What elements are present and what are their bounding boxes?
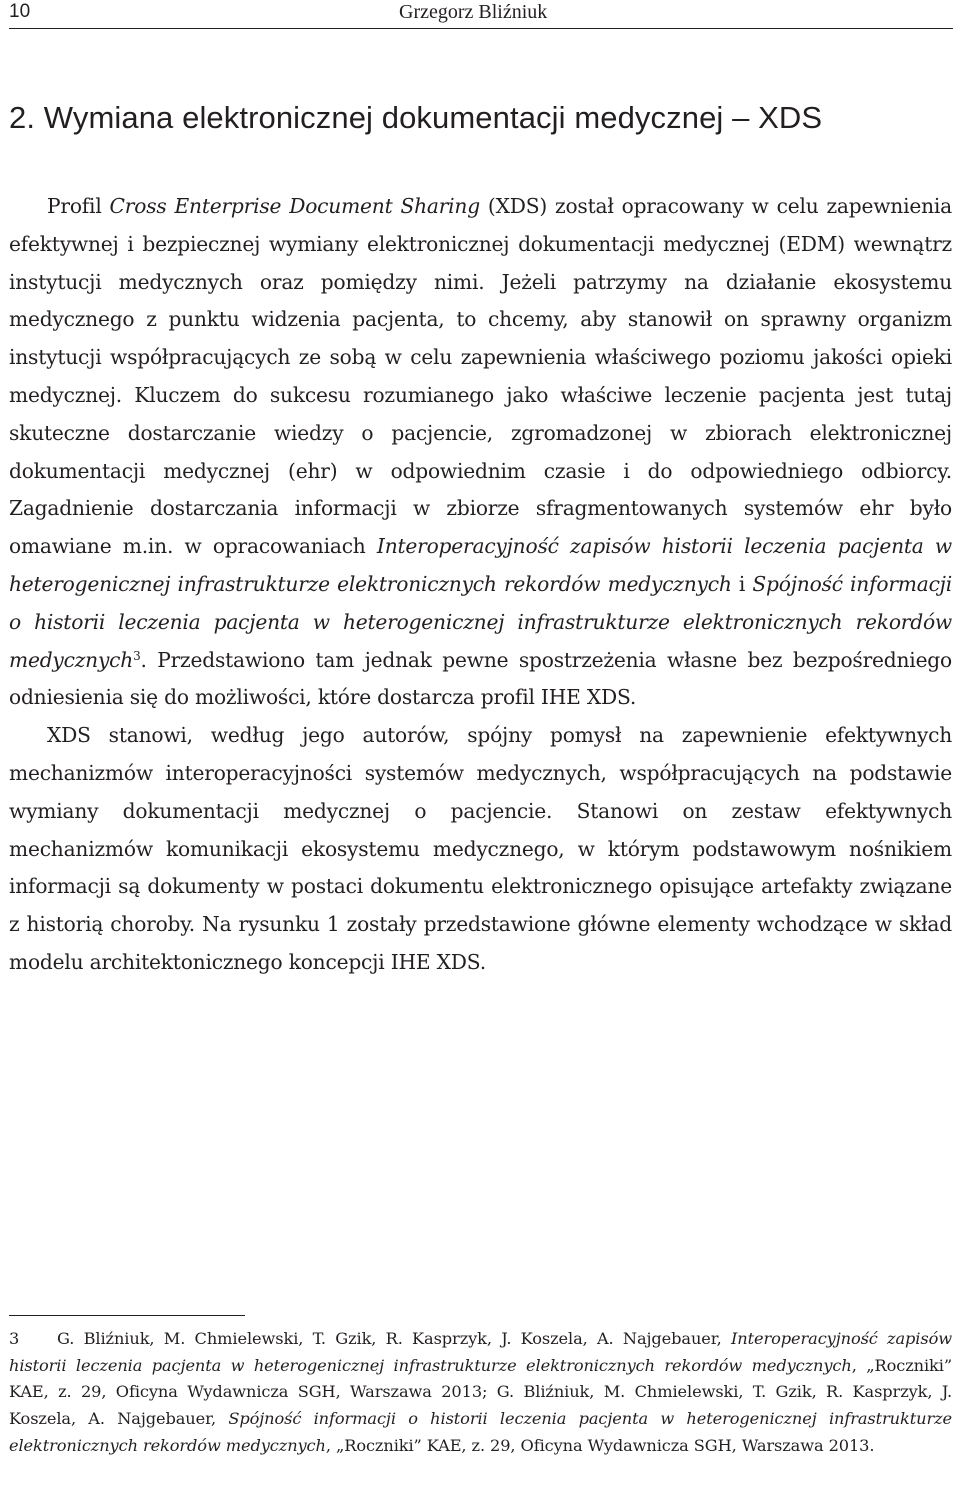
footnote-mark: 3 [9, 1329, 20, 1348]
footnote-text-2: , „Roczniki” KAE, z. 29, Oficyna Wydawnicza SGH, Warszawa 2013; G. Bliźniuk, M. Chmielewski, T. Gzik, R. Kasprzyk, J. Koszela, A. Najgebauer, [9, 1355, 952, 1429]
footnote [9, 1326, 952, 1460]
body-text [9, 188, 952, 982]
running-header-author: Grzegorz Bliźniuk [399, 1, 548, 23]
header-divider [9, 28, 953, 29]
paragraph-1-italic-2: Interoperacyjność zapisów historii leczenia pacjenta w heterogenicznej infrastrukturze elektronicznych rekordów medycznych [9, 534, 952, 596]
footnote-italic-2: Spójność informacji o historii leczenia pacjenta w heterogenicznej infrastrukturze elektronicznych rekordów medycznych [9, 1409, 952, 1455]
paragraph-1-text-2: (XDS) został opracowany w celu zapewnienia efektywnej i bezpiecznej wymiany elektronicznej dokumentacji medycznej (EDM) wewnątrz instytucji medycznych oraz pomiędzy nimi. Jeżeli patrzymy na działanie ekosystemu medycznego z punktu widzenia pacjenta, to chcemy, aby stanowił on sprawny organizm instytucji współpracujących ze sobą w celu zapewnienia właściwego poziomu jakości opieki medycznej. Kluczem do sukcesu rozumianego jako właściwe leczenie pacjenta jest tutaj skuteczne dostarczanie wiedzy o pacjencie, zgromadzonej w zbiorach elektronicznej dokumentacji medycznej (ehr) w odpowiednim czasie i do odpowiedniego odbiorcy. Zagadnienie dostarczania informacji w zbiorze sfragmentowanych systemów ehr było omawiane m.in. w opracowaniach [9, 194, 952, 559]
paragraph-1-italic-1: Cross Enterprise Document Sharing [109, 194, 480, 218]
footnote-text-3: , „Roczniki” KAE, z. 29, Oficyna Wydawnicza SGH, Warszawa 2013. [325, 1435, 875, 1455]
paragraph-2: XDS stanowi, według jego autorów, spójny pomysł na zapewnienie efektywnych mechanizmów interoperacyjności systemów medycznych, współpracujących na podstawie wymiany dokumentacji medycznej o pacjencie. Stanowi on zestaw efektywnych mechanizmów komunikacji ekosystemu medycznego, w którym podstawowym nośnikiem informacji są dokumenty w postaci dokumentu elektronicznego opisujące artefakty związane z historią choroby. Na rysunku 1 zostały przedstawione główne elementy wchodzące w skład modelu architektonicznego koncepcji IHE XDS. [9, 723, 952, 974]
footnote-reference[interactable]: 3 [133, 648, 141, 663]
paragraph-1-text-4: . Przedstawiono tam jednak pewne spostrzeżenia własne bez bezpośredniego odniesienia się do możliwości, które dostarcza profil IHE XDS. [9, 647, 952, 710]
paragraph-1-text-3: i [731, 571, 753, 596]
paragraph-1-italic-3: Spójność informacji o historii leczenia pacjenta w heterogenicznej infrastrukturze elektronicznych rekordów medycznych [9, 571, 952, 672]
footnote-text-1: G. Bliźniuk, M. Chmielewski, T. Gzik, R. Kasprzyk, J. Koszela, A. Najgebauer, [57, 1329, 731, 1348]
paragraph-1 [9, 188, 952, 717]
paragraph-1-text-1: Profil [47, 194, 110, 218]
running-header [9, 0, 953, 26]
footnote-divider [9, 1315, 245, 1316]
page-number: 10 [9, 1, 31, 22]
footnote-italic-1: Interoperacyjność zapisów historii leczenia pacjenta w heterogenicznej infrastrukturze elektronicznych rekordów medycznych [9, 1329, 952, 1375]
section-title: 2. Wymiana elektronicznej dokumentacji medycznej – XDS [9, 100, 823, 135]
